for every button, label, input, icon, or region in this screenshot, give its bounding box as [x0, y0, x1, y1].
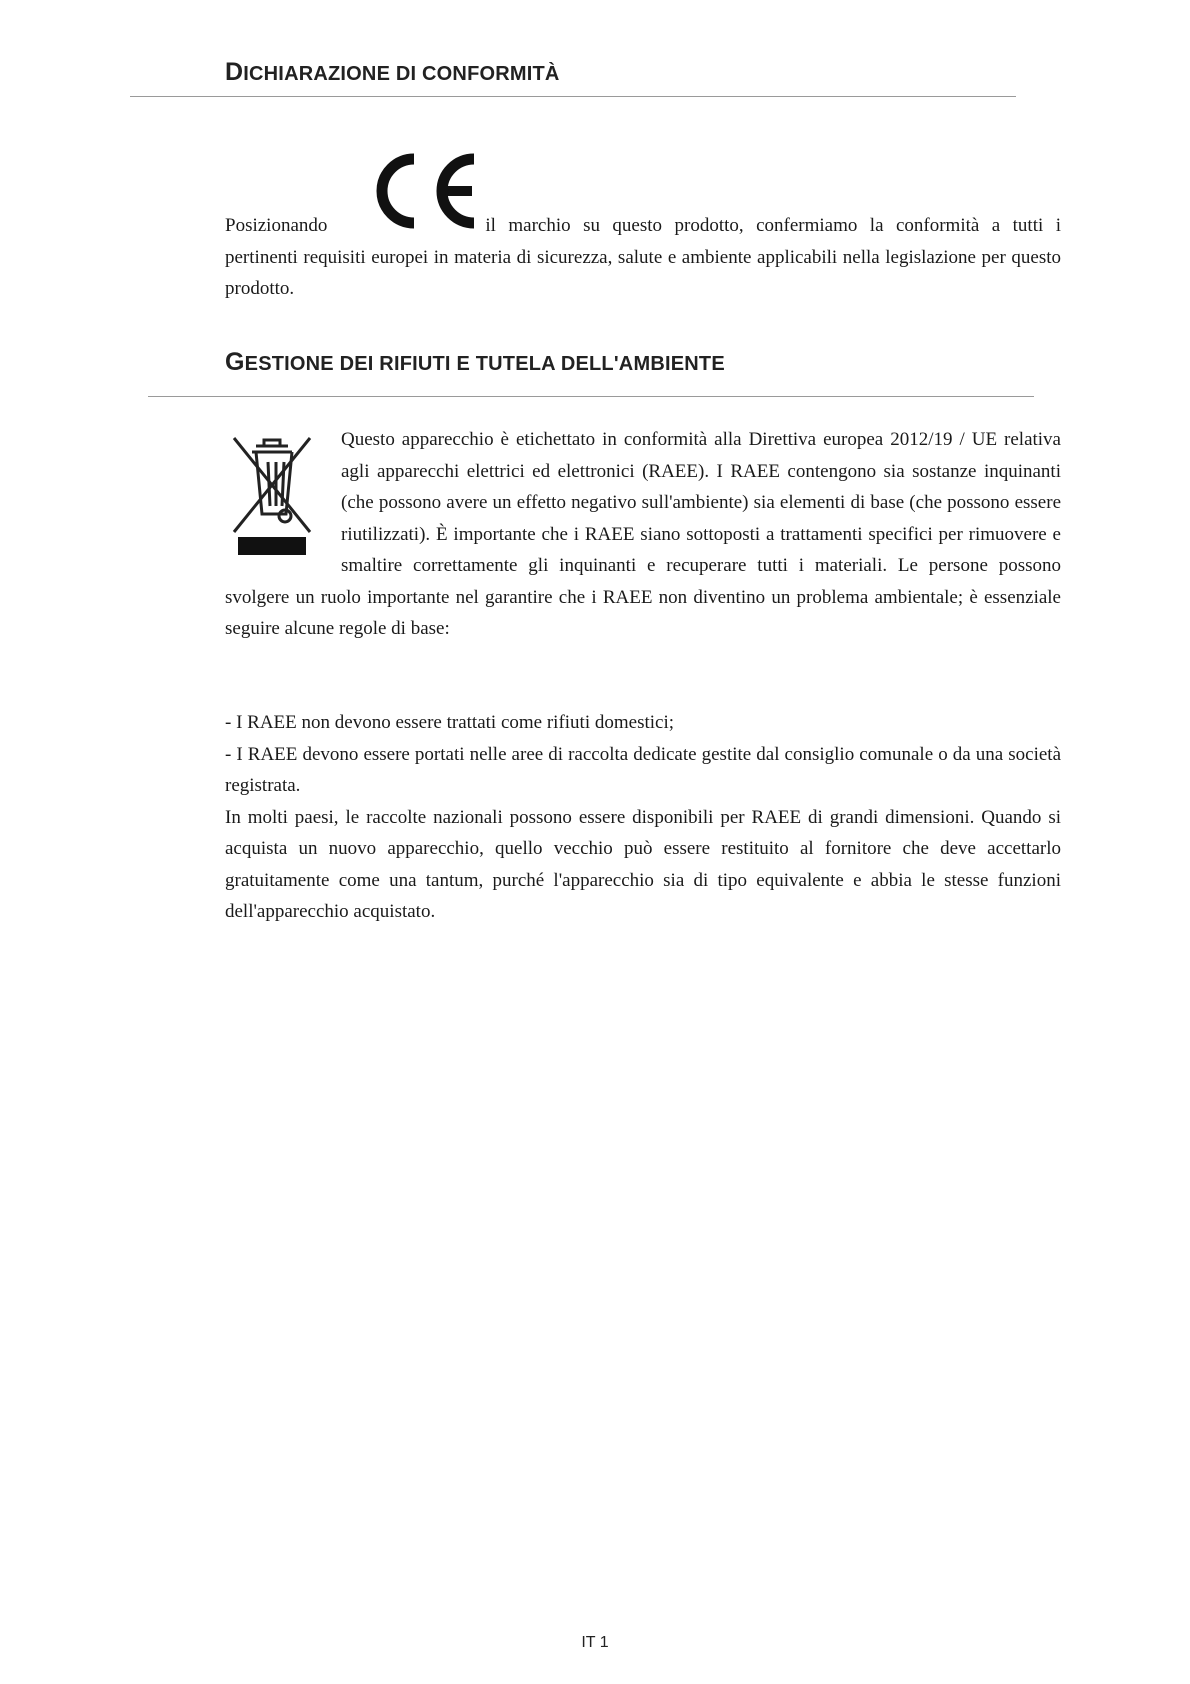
- conformity-paragraph: Posizionando il marchio su questo prodotto, confermiamo la conformità a tutti i pertinenti requisiti europei in materia di sicurezza, salute e ambiente applicabili nella legislazione per questo prodotto.: [225, 215, 1061, 299]
- weee-rules: [225, 707, 1061, 928]
- weee-paragraph: Questo apparecchio è etichettato in conformità alla Direttiva europea 2012/19 / UE relativa agli apparecchi elettrici ed elettronici (RAEE). I RAEE contengono sia sostanze inquinanti (che possono avere un effetto negativo sull'ambiente) sia elementi di base (che possono essere riutilizzati). È importante che i RAEE siano sottoposti a trattamenti specifici per rimuovere e smaltire correttamente gli inquinanti e recuperare tutti i materiali. Le persone possono svolgere un ruolo importante nel garantire che i RAEE non diventino un problema ambientale; è essenziale seguire alcune regole di base:: [225, 429, 1061, 639]
- section-heading-waste: GESTIONE DEI RIFIUTI E TUTELA DELL'AMBIENTE: [225, 348, 725, 376]
- list-item: - I RAEE non devono essere trattati come rifiuti domestici;: [225, 712, 675, 733]
- collection-paragraph: In molti paesi, le raccolte nazionali possono essere disponibili per RAEE di grandi dimensioni. Quando si acquista un nuovo apparecchio, quello vecchio può essere restituito al fornitore che deve accettarlo gratuitamente come una tantum, purché l'apparecchio sia di tipo equivalente e abbia le stesse funzioni dell'apparecchio acquistato.: [225, 806, 1061, 922]
- heading-divider: [148, 396, 1034, 397]
- section-heading-conformity: DICHIARAZIONE DI CONFORMITÀ: [225, 58, 560, 86]
- heading-divider: [130, 96, 1016, 97]
- page-number: IT 1: [581, 1634, 609, 1651]
- list-item: - I RAEE devono essere portati nelle aree di raccolta dedicate gestite dal consiglio comunale o da una società registrata.: [225, 743, 1061, 796]
